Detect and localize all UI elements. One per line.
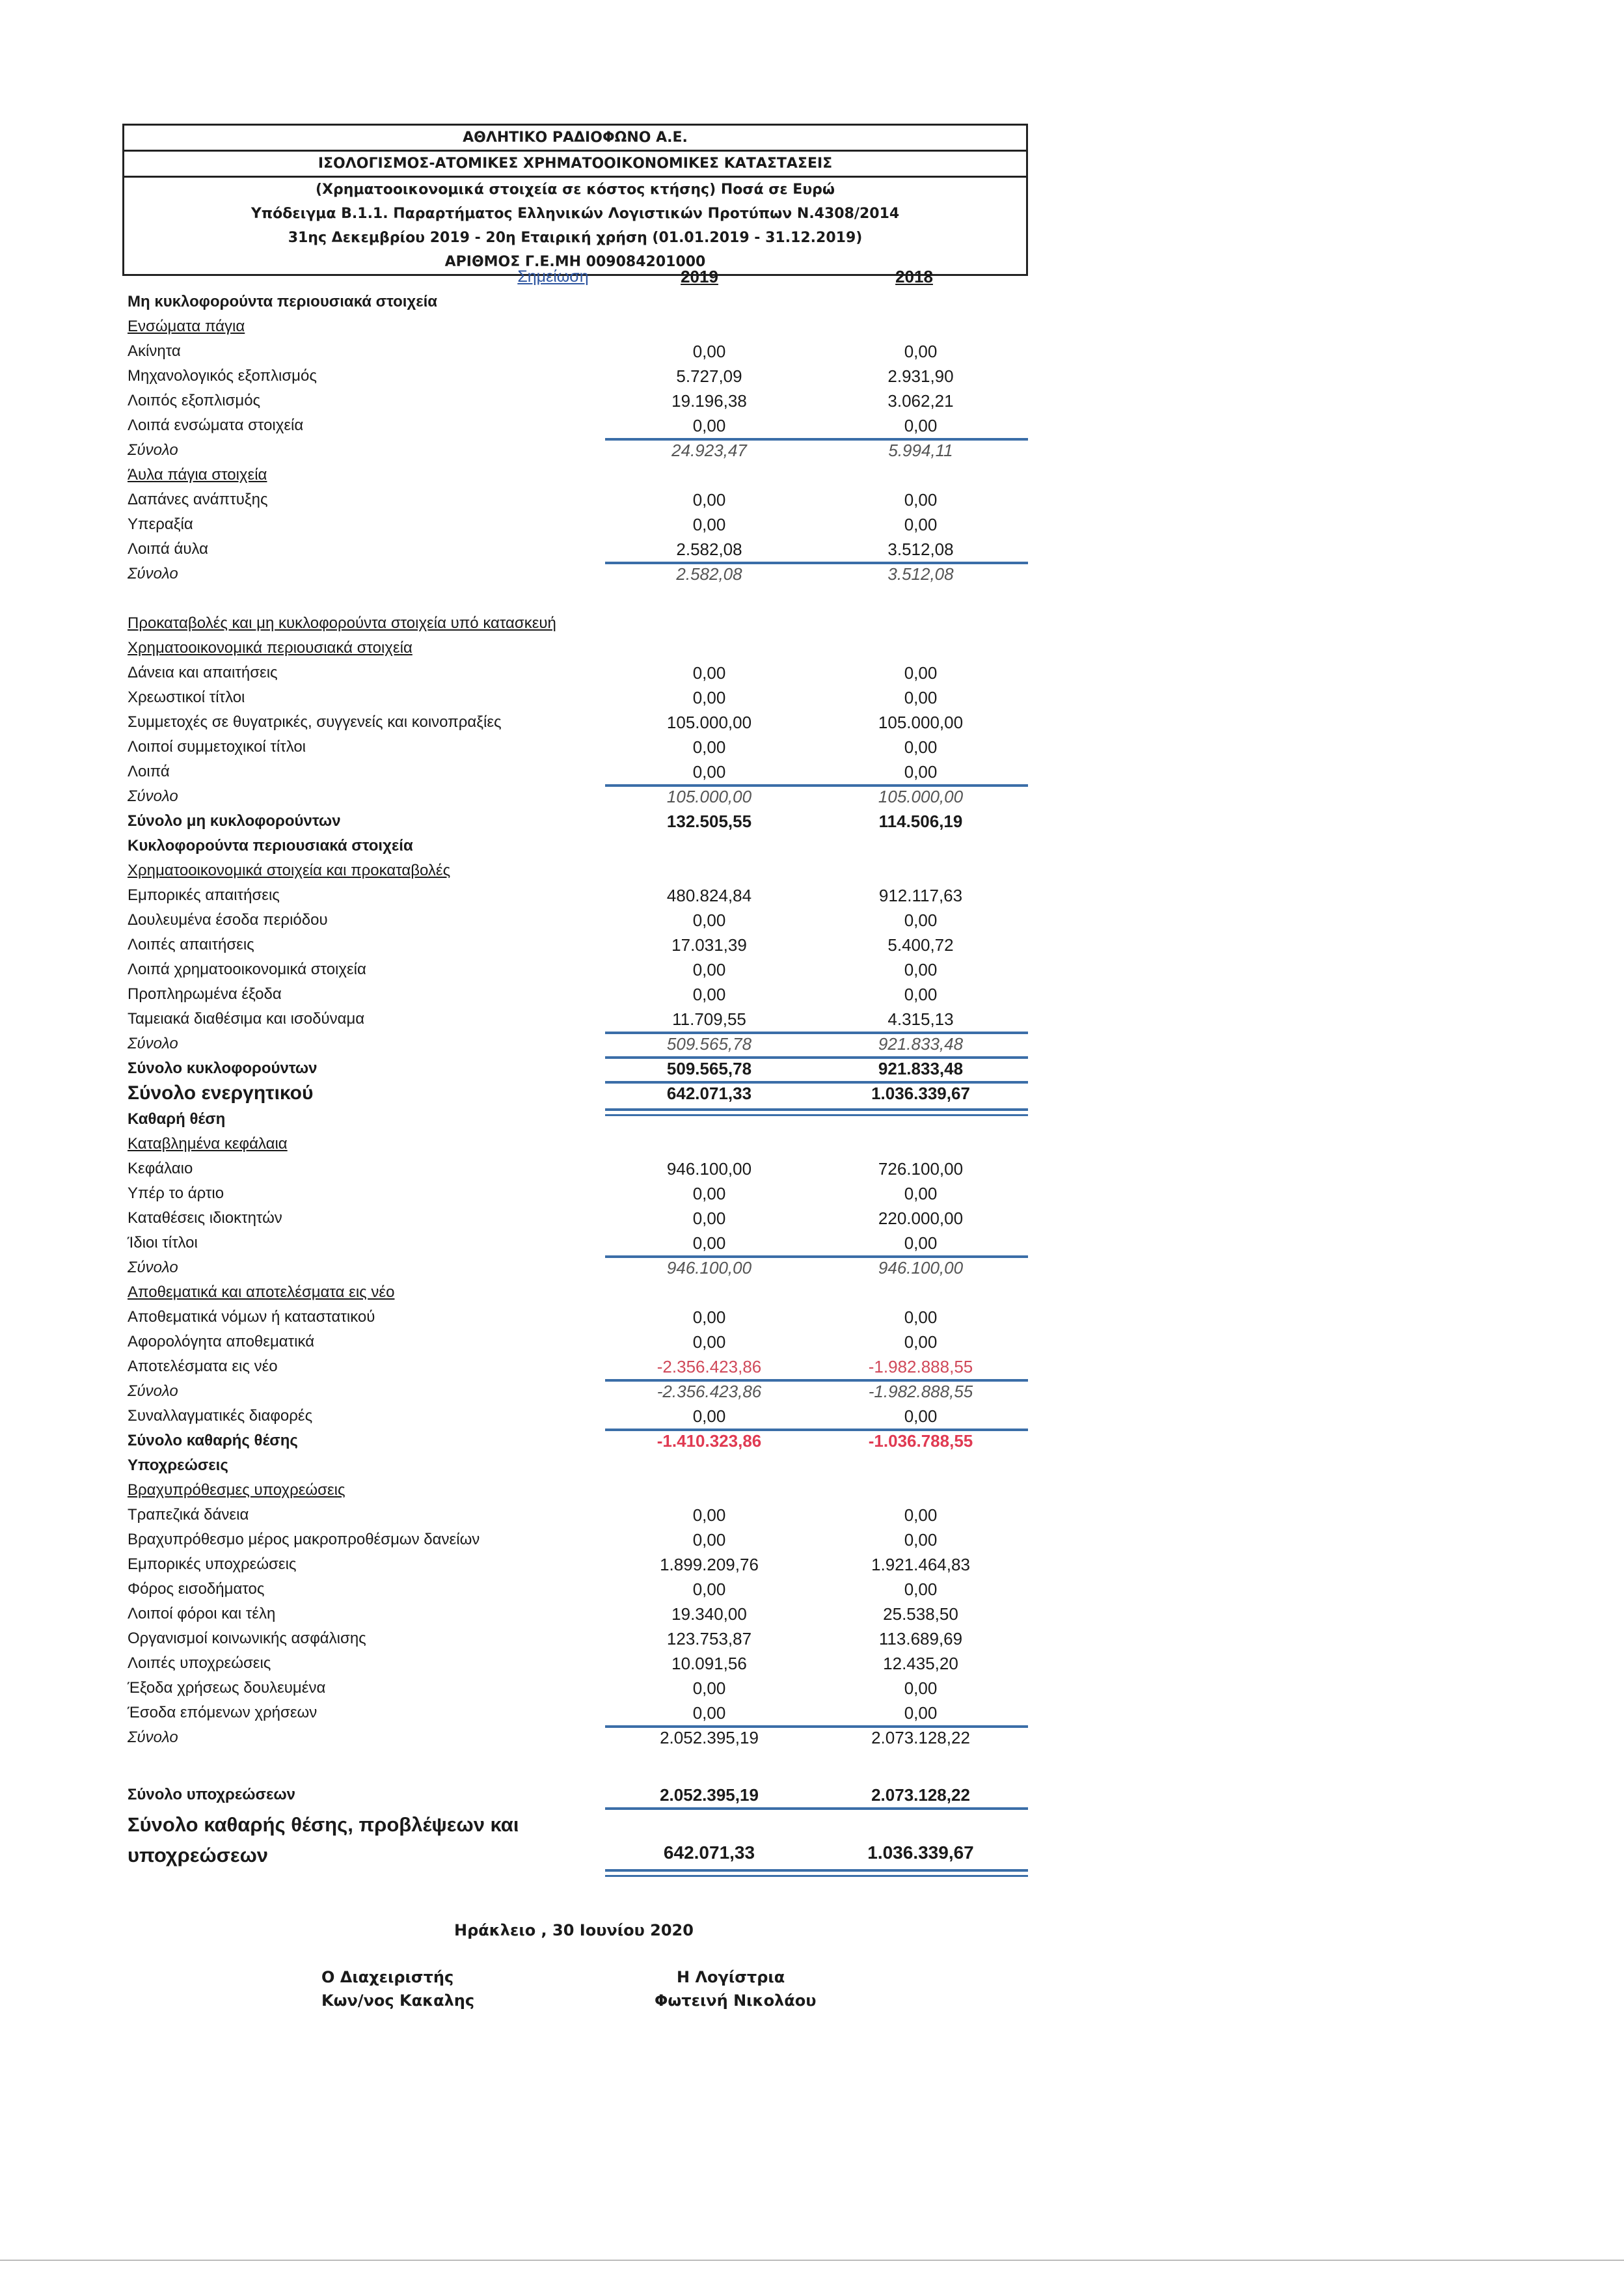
value-2018: 0,00 xyxy=(904,737,938,757)
row-label: Αποθεματικά και αποτελέσματα εις νέο xyxy=(128,1283,395,1301)
grand-total-label-line2: υποχρεώσεων xyxy=(128,1844,269,1867)
table-row xyxy=(0,934,1624,956)
value-2018: 12.435,20 xyxy=(883,1654,958,1673)
value-2019: 946.100,00 xyxy=(666,1159,752,1179)
table-row xyxy=(0,1232,1624,1254)
table-row xyxy=(0,736,1624,758)
table-row xyxy=(0,761,1624,783)
table-row xyxy=(0,1479,1624,1501)
value-2018: 912.117,63 xyxy=(878,886,963,905)
value-2019: 0,00 xyxy=(692,1406,726,1426)
row-label: Λοιπός εξοπλισμός xyxy=(128,392,261,409)
table-row xyxy=(0,1133,1624,1155)
grand-total-2019: 642.071,33 xyxy=(663,1842,755,1863)
row-label: Βραχυπρόθεσμες υποχρεώσεις xyxy=(128,1481,345,1499)
row-label: Λοιπές υποχρεώσεις xyxy=(128,1654,271,1672)
year-2018-header: 2018 xyxy=(895,267,933,286)
value-2019: 1.899.209,76 xyxy=(660,1555,759,1574)
value-2018: 0,00 xyxy=(904,515,938,534)
table-row xyxy=(0,687,1624,709)
value-2018: 25.538,50 xyxy=(883,1604,958,1624)
table-row xyxy=(0,563,1624,585)
subtotal-rule xyxy=(605,1032,1028,1034)
value-2019: 0,00 xyxy=(692,688,726,707)
value-2019: 0,00 xyxy=(692,342,726,361)
table-row xyxy=(0,415,1624,437)
row-label: Σύνολο καθαρής θέσης xyxy=(128,1432,298,1449)
value-2019: 0,00 xyxy=(692,960,726,979)
table-row xyxy=(0,959,1624,981)
value-2018: 220.000,00 xyxy=(878,1209,964,1228)
row-label: Φόρος εισοδήματος xyxy=(128,1580,265,1598)
value-2019: 0,00 xyxy=(692,1703,726,1723)
row-label: Λοιπά χρηματοοικονομικά στοιχεία xyxy=(128,961,366,978)
value-2019: 105.000,00 xyxy=(666,713,752,732)
table-row xyxy=(0,1207,1624,1229)
value-2019: 0,00 xyxy=(692,1307,726,1327)
subtotal-rule xyxy=(605,1056,1028,1059)
table-row xyxy=(0,1652,1624,1675)
row-label: Δάνεια και απαιτήσεις xyxy=(128,664,278,681)
row-label: Εμπορικές υποχρεώσεις xyxy=(128,1555,297,1573)
value-2019: 19.196,38 xyxy=(671,391,747,411)
table-row xyxy=(0,365,1624,387)
value-2018: 0,00 xyxy=(904,910,938,930)
row-label: Καταθέσεις ιδιοκτητών xyxy=(128,1209,282,1227)
row-label: Λοιπά ενσώματα στοιχεία xyxy=(128,417,304,434)
value-2018: 0,00 xyxy=(904,1233,938,1253)
value-2019: 0,00 xyxy=(692,1579,726,1599)
value-2018: 2.931,90 xyxy=(887,366,954,386)
value-2018: 3.062,21 xyxy=(887,391,954,411)
value-2019: 0,00 xyxy=(692,737,726,757)
manager-role: Ο Διαχειριστής xyxy=(321,1968,454,1986)
table-row xyxy=(0,1430,1624,1452)
value-2019: 0,00 xyxy=(692,1209,726,1228)
value-2018: 5.400,72 xyxy=(887,935,954,955)
row-label: Λοιπά άυλα xyxy=(128,540,208,558)
value-2019: 123.753,87 xyxy=(666,1629,752,1648)
value-2019: 2.052.395,19 xyxy=(660,1785,759,1805)
table-row xyxy=(0,489,1624,511)
table-row xyxy=(0,464,1624,486)
report-title: ΙΣΟΛΟΓΙΣΜΟΣ-ΑΤΟΜΙΚΕΣ ΧΡΗΜΑΤΟΟΙΚΟΝΟΜΙΚΕΣ ΚΑΤΑΣΤΑΣΕΙΣ xyxy=(124,152,1026,178)
table-row xyxy=(0,1455,1624,1477)
table-row xyxy=(0,316,1624,338)
row-label: Κεφάλαιο xyxy=(128,1160,193,1177)
value-2019: 132.505,55 xyxy=(666,812,752,831)
table-row xyxy=(0,1405,1624,1427)
report-subtitle: (Χρηματοοικονομικά στοιχεία σε κόστος κτήσης) Ποσά σε Ευρώ xyxy=(315,182,835,198)
row-label: Σύνολο κυκλοφορούντων xyxy=(128,1060,318,1077)
value-2018: 0,00 xyxy=(904,1579,938,1599)
table-row xyxy=(0,340,1624,362)
table-row xyxy=(0,1677,1624,1699)
row-label: Ενσώματα πάγια xyxy=(128,318,245,335)
accountant-name: Φωτεινή Νικολάου xyxy=(655,1991,817,2010)
value-2018: 0,00 xyxy=(904,1703,938,1723)
value-2018: 0,00 xyxy=(904,1530,938,1550)
value-2019: 0,00 xyxy=(692,910,726,930)
value-2019: 946.100,00 xyxy=(666,1258,752,1278)
value-2019: 10.091,56 xyxy=(671,1654,747,1673)
table-row xyxy=(0,786,1624,808)
row-label: Ταμειακά διαθέσιμα και ισοδύναμα xyxy=(128,1010,365,1028)
value-2018: 0,00 xyxy=(904,960,938,979)
row-label: Σύνολο xyxy=(128,787,178,805)
table-row xyxy=(0,1033,1624,1055)
table-row xyxy=(0,1628,1624,1650)
value-2018: 0,00 xyxy=(904,1678,938,1698)
value-2018: 0,00 xyxy=(904,1307,938,1327)
value-2019: 509.565,78 xyxy=(666,1059,752,1078)
page-bottom-rule xyxy=(0,2260,1624,2261)
value-2018: -1.982.888,55 xyxy=(868,1382,973,1401)
place-date: Ηράκλειο , 30 Ιουνίου 2020 xyxy=(454,1921,694,1939)
value-2018: 726.100,00 xyxy=(878,1159,964,1179)
table-row xyxy=(0,1082,1624,1108)
table-row xyxy=(0,513,1624,536)
value-2018: 0,00 xyxy=(904,342,938,361)
table-row xyxy=(0,612,1624,635)
value-2019: -2.356.423,86 xyxy=(656,1357,762,1376)
row-label: Οργανισμοί κοινωνικής ασφάλισης xyxy=(128,1630,366,1647)
table-row xyxy=(0,1702,1624,1724)
table-row xyxy=(0,291,1624,313)
value-2018: -1.982.888,55 xyxy=(868,1357,973,1376)
value-2018: 1.921.464,83 xyxy=(871,1555,970,1574)
row-label: Λοιποί φόροι και τέλη xyxy=(128,1605,276,1622)
value-2018: 105.000,00 xyxy=(878,713,964,732)
table-row xyxy=(0,1306,1624,1328)
value-2018: 113.689,69 xyxy=(878,1629,963,1648)
value-2019: 0,00 xyxy=(692,416,726,435)
value-2019: 509.565,78 xyxy=(666,1034,752,1054)
value-2019: 0,00 xyxy=(692,985,726,1004)
subtotal-rule xyxy=(605,1255,1028,1258)
table-row xyxy=(0,1183,1624,1205)
value-2019: 0,00 xyxy=(692,1505,726,1525)
row-label: Βραχυπρόθεσμο μέρος μακροπροθέσμων δανείων xyxy=(128,1531,480,1548)
row-label: Μη κυκλοφορούντα περιουσιακά στοιχεία xyxy=(128,293,438,310)
grand-total-label xyxy=(128,1809,519,1870)
value-2019: 11.709,55 xyxy=(672,1009,746,1029)
row-label: Μηχανολογικός εξοπλισμός xyxy=(128,367,317,385)
grand-total-2018: 1.036.339,67 xyxy=(867,1842,974,1863)
row-label: Σύνολο xyxy=(128,1035,178,1052)
value-2019: -1.410.323,86 xyxy=(656,1431,762,1451)
table-row xyxy=(0,1108,1624,1130)
table-row xyxy=(0,1553,1624,1576)
company-name: ΑΘΛΗΤΙΚΟ ΡΑΔΙΟΦΩΝΟ Α.Ε. xyxy=(124,126,1026,152)
row-label: Υπεραξία xyxy=(128,515,193,533)
row-label: Σύνολο υποχρεώσεων xyxy=(128,1786,295,1803)
grand-total-label-line1: Σύνολο καθαρής θέσης, προβλέψεων και xyxy=(128,1813,519,1836)
row-label: Αποθεματικά νόμων ή καταστατικού xyxy=(128,1308,375,1326)
table-row xyxy=(0,1356,1624,1378)
row-label: Σύνολο xyxy=(128,565,178,582)
value-2019: 0,00 xyxy=(692,1332,726,1352)
table-row xyxy=(0,1784,1624,1806)
value-2018: 0,00 xyxy=(904,1505,938,1525)
gemi-number: ΑΡΙΘΜΟΣ Γ.Ε.ΜΗ 009084201000 xyxy=(444,254,706,270)
table-row xyxy=(0,1603,1624,1625)
row-label: Σύνολο ενεργητικού xyxy=(128,1082,314,1104)
table-row xyxy=(0,1281,1624,1304)
value-2019: 24.923,47 xyxy=(671,441,747,460)
table-row xyxy=(0,662,1624,684)
subtotal-rule xyxy=(605,1081,1028,1084)
value-2019: -2.356.423,86 xyxy=(656,1382,762,1401)
table-row xyxy=(0,884,1624,907)
row-label: Συναλλαγματικές διαφορές xyxy=(128,1407,313,1425)
value-2019: 105.000,00 xyxy=(666,787,752,806)
value-2018: 921.833,48 xyxy=(878,1034,964,1054)
value-2018: 3.512,08 xyxy=(887,540,954,559)
manager-name: Κων/νος Κακαλης xyxy=(321,1991,475,2010)
table-row xyxy=(0,1504,1624,1526)
subtotal-rule xyxy=(605,438,1028,441)
year-2019-header: 2019 xyxy=(681,267,718,286)
value-2018: 921.833,48 xyxy=(878,1059,964,1078)
subtotal-rule xyxy=(605,1725,1028,1728)
row-label: Εμπορικές απαιτήσεις xyxy=(128,886,280,904)
row-label: Άυλα πάγια στοιχεία xyxy=(128,466,267,484)
table-row xyxy=(0,390,1624,412)
grand-total-double-rule xyxy=(605,1869,1028,1877)
table-row xyxy=(0,439,1624,461)
row-label: Λοιπές απαιτήσεις xyxy=(128,936,254,953)
table-row xyxy=(0,711,1624,733)
table-row xyxy=(0,860,1624,882)
value-2018: 0,00 xyxy=(904,1406,938,1426)
row-label: Χρηματοοικονομικά περιουσιακά στοιχεία xyxy=(128,639,413,657)
table-row xyxy=(0,1008,1624,1030)
row-label: Σύνολο xyxy=(128,1729,178,1746)
row-label: Δουλευμένα έσοδα περιόδου xyxy=(128,911,328,929)
report-period: 31ης Δεκεμβρίου 2019 - 20η Εταιρική χρήση (01.01.2019 - 31.12.2019) xyxy=(288,230,863,246)
value-2019: 0,00 xyxy=(692,1678,726,1698)
subtotal-rule xyxy=(605,562,1028,564)
row-label: Καταβλημένα κεφάλαια xyxy=(128,1135,288,1153)
row-label: Χρηματοοικονομικά στοιχεία και προκαταβολές xyxy=(128,862,451,879)
subtotal-rule xyxy=(605,1379,1028,1382)
value-2019: 480.824,84 xyxy=(666,886,752,905)
row-label: Ίδιοι τίτλοι xyxy=(128,1234,198,1251)
value-2018: 2.073.128,22 xyxy=(871,1728,970,1747)
table-row xyxy=(0,909,1624,931)
row-label: Κυκλοφορούντα περιουσιακά στοιχεία xyxy=(128,837,413,855)
table-row xyxy=(0,1331,1624,1353)
subtotal-rule xyxy=(605,784,1028,787)
value-2018: 114.506,19 xyxy=(878,812,963,831)
value-2019: 19.340,00 xyxy=(671,1604,747,1624)
table-row xyxy=(0,1058,1624,1080)
value-2019: 642.071,33 xyxy=(666,1084,752,1103)
value-2018: 0,00 xyxy=(904,985,938,1004)
grand-total-row xyxy=(128,1809,1032,1874)
value-2018: 0,00 xyxy=(904,663,938,683)
row-label: Έσοδα επόμενων χρήσεων xyxy=(128,1704,318,1721)
value-2019: 0,00 xyxy=(692,1184,726,1203)
value-2019: 0,00 xyxy=(692,1233,726,1253)
subtotal-rule xyxy=(605,1429,1028,1431)
accountant-role: Η Λογίστρια xyxy=(677,1968,785,1986)
table-row xyxy=(0,637,1624,659)
value-2019: 5.727,09 xyxy=(676,366,742,386)
table-row xyxy=(0,1578,1624,1600)
value-2018: 0,00 xyxy=(904,762,938,782)
row-label: Λοιπά xyxy=(128,763,170,780)
value-2019: 0,00 xyxy=(692,663,726,683)
row-label: Έξοδα χρήσεως δουλευμένα xyxy=(128,1679,326,1697)
row-label: Τραπεζικά δάνεια xyxy=(128,1506,249,1524)
table-row xyxy=(0,1158,1624,1180)
table-row xyxy=(0,810,1624,832)
value-2018: 0,00 xyxy=(904,1184,938,1203)
note-column-header: Σημείωση xyxy=(517,267,589,286)
table-row xyxy=(0,835,1624,857)
row-label: Καθαρή θέση xyxy=(128,1110,226,1128)
row-label: Αφορολόγητα αποθεματικά xyxy=(128,1333,315,1350)
value-2019: 2.582,08 xyxy=(676,540,742,559)
value-2019: 0,00 xyxy=(692,762,726,782)
table-row xyxy=(0,1529,1624,1551)
value-2018: 2.073.128,22 xyxy=(871,1785,970,1805)
row-label: Υπέρ το άρτιο xyxy=(128,1184,224,1202)
value-2018: -1.036.788,55 xyxy=(868,1431,973,1451)
table-row xyxy=(0,538,1624,560)
value-2019: 17.031,39 xyxy=(671,935,747,955)
row-label: Σύνολο xyxy=(128,441,178,459)
value-2019: 0,00 xyxy=(692,515,726,534)
value-2019: 2.582,08 xyxy=(676,564,742,584)
value-2018: 105.000,00 xyxy=(878,787,964,806)
row-label: Προπληρωμένα έξοδα xyxy=(128,985,282,1003)
value-2018: 3.512,08 xyxy=(887,564,954,584)
row-label: Λοιποί συμμετοχικοί τίτλοι xyxy=(128,738,306,756)
row-label: Αποτελέσματα εις νέο xyxy=(128,1358,278,1375)
value-2018: 0,00 xyxy=(904,1332,938,1352)
row-label: Ακίνητα xyxy=(128,342,181,360)
value-2018: 0,00 xyxy=(904,416,938,435)
table-row xyxy=(0,1380,1624,1402)
value-2018: 1.036.339,67 xyxy=(871,1084,970,1103)
row-label: Προκαταβολές και μη κυκλοφορούντα στοιχεία υπό κατασκευή xyxy=(128,614,556,632)
row-label: Συμμετοχές σε θυγατρικές, συγγενείς και κοινοπραξίες xyxy=(128,713,502,731)
value-2018: 0,00 xyxy=(904,490,938,510)
table-row xyxy=(0,983,1624,1005)
row-label: Υποχρεώσεις xyxy=(128,1456,228,1474)
row-label: Δαπάνες ανάπτυξης xyxy=(128,491,268,508)
row-label: Χρεωστικοί τίτλοι xyxy=(128,689,245,706)
value-2018: 5.994,11 xyxy=(888,441,953,460)
value-2019: 2.052.395,19 xyxy=(660,1728,759,1747)
report-template: Υπόδειγμα Β.1.1. Παραρτήματος Ελληνικών Λογιστικών Προτύπων Ν.4308/2014 xyxy=(250,206,900,222)
table-row xyxy=(0,1727,1624,1749)
row-label: Σύνολο μη κυκλοφορούντων xyxy=(128,812,341,830)
value-2018: 4.315,13 xyxy=(887,1009,954,1029)
value-2019: 0,00 xyxy=(692,490,726,510)
value-2019: 0,00 xyxy=(692,1530,726,1550)
value-2018: 946.100,00 xyxy=(878,1258,964,1278)
value-2018: 0,00 xyxy=(904,688,938,707)
table-row xyxy=(0,588,1624,610)
row-label: Σύνολο xyxy=(128,1382,178,1400)
table-row xyxy=(0,1257,1624,1279)
row-label: Σύνολο xyxy=(128,1259,178,1276)
